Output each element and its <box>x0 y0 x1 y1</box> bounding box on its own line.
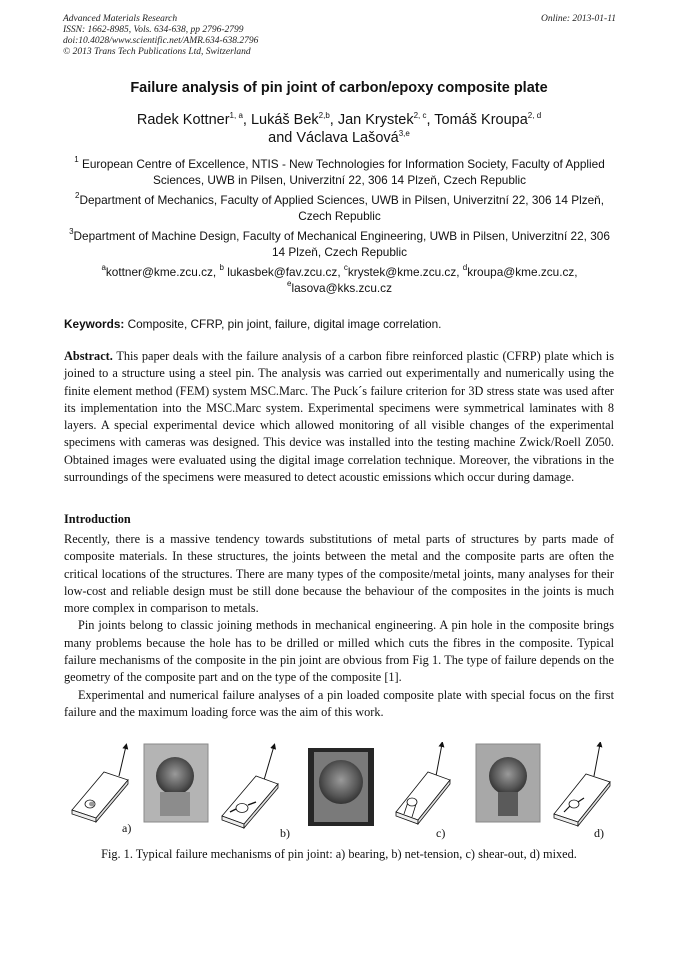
author-name: , Lukáš Bek <box>242 112 319 128</box>
failure-mechanisms-figure <box>64 742 614 842</box>
figure-label-a: a) <box>122 821 132 835</box>
intro-paragraph-3: Experimental and numerical failure analyses of a pin loaded composite plate with special focus on the first failure and the maximum loading force was the aim of this work. <box>64 687 614 719</box>
email-sup: c <box>343 263 348 272</box>
plate-drawing-c <box>396 744 450 824</box>
figure-caption: Fig. 1. Typical failure mechanisms of pin joint: a) bearing, b) net-tension, c) shear-out, d) mixed. <box>101 847 577 861</box>
email-link[interactable]: krystek@kme.zcu.cz, <box>347 265 463 279</box>
author-list <box>40 111 638 147</box>
email-sup: d <box>462 263 468 272</box>
journal-header <box>63 14 616 58</box>
author-name: , Jan Krystek <box>329 112 414 128</box>
photo-b <box>308 748 374 826</box>
email-link[interactable]: lukasbek@fav.zcu.cz, <box>223 265 344 279</box>
keywords-text: Composite, CFRP, pin joint, failure, digital image correlation. <box>124 317 442 331</box>
affiliation-text: European Centre of Excellence, NTIS - New Technologies for Information Society, Faculty of Applied Sciences, UWB in Pilsen, Univerzitní 22, 306 14 Plzeň, Czech Republic <box>78 157 605 187</box>
intro-paragraph-2: Pin joints belong to classic joining methods in mechanical engineering. A pin hole in the composite brings many problems because the hole has to be drilled or milled which cuts the fibres in the composite. Typical failure mechanisms of the composite in the pin joint are obvious from Fig 1. The type of failure depends on the geometry of the composite part and on the type of the composite [1]. <box>64 618 614 685</box>
email-sup: a <box>101 263 106 272</box>
photo-a <box>144 744 208 822</box>
author-name: Radek Kottner <box>136 112 230 128</box>
photo-c <box>476 744 540 822</box>
author-sup: 1, a <box>229 111 243 120</box>
section-heading: Introduction <box>64 512 131 526</box>
email-sup: b <box>219 263 224 272</box>
affiliation-1 <box>62 156 617 188</box>
intro-paragraph-1: Recently, there is a massive tendency towards substitutions of metal parts of structures by parts made of composite materials. In these structures, the joints between the metal and the composite parts are often the critical locations of the structures. There are many types of the composite/metal joints, many analyses for their low-cost and reliable design must be still done because the behaviour of the composites in the joints is much more complex in comparison to metals. <box>64 532 614 616</box>
author-sup: 3,e <box>398 129 410 138</box>
figure-1 <box>64 742 614 842</box>
email-link[interactable]: kroupa@kme.zcu.cz, <box>467 265 578 279</box>
issn-line: ISSN: 1662-8985, Vols. 634-638, pp 2796-2799 <box>63 25 244 35</box>
affiliation-2 <box>62 192 617 224</box>
email-list <box>62 264 617 296</box>
plate-drawing-a <box>72 746 128 822</box>
affiliation-sup: 1 <box>74 155 79 164</box>
abstract-text: This paper deals with the failure analysis of a carbon fibre reinforced plastic (CFRP) plate which is joined to a structure using a steel pin. The analysis was carried out experimentally and numerically using the finite element method (FEM) system MSC.Marc. The Puck´s failure criterion for 3D stress state was used after its implementation into the MSC.Marc system. Experimental specimens were symmetrical laminates with 8 layers. A special experimental device which allowed monitoring of all visible changes of the experimental specimens with cameras was designed. This device was installed into the testing machine Zwick/Roell Z050. Obtained images were evaluated using the digital image correlation technique. Moreover, the vibrations in the surroundings of the specimens were measured to detect acoustic emissions which occur during damage. <box>64 349 614 485</box>
email-link[interactable]: kottner@kme.zcu.cz, <box>105 265 220 279</box>
figure-label-d: d) <box>594 826 604 840</box>
online-date: Online: 2013-01-11 <box>540 14 616 24</box>
affiliation-sup: 2 <box>74 191 80 200</box>
abstract-label: Abstract. <box>64 349 113 363</box>
journal-name: Advanced Materials Research <box>63 14 178 24</box>
author-sup: 2, c <box>413 111 427 120</box>
email-sup: e <box>287 279 292 288</box>
email-link[interactable]: lasova@kks.zcu.cz <box>291 281 392 295</box>
author-name: and Václava Lašová <box>268 130 399 146</box>
author-name: , Tomáš Kroupa <box>426 112 528 128</box>
doi-line: doi:10.4028/www.scientific.net/AMR.634-638.2796 <box>63 36 259 46</box>
plate-drawing-d <box>554 744 610 826</box>
keywords <box>64 317 441 331</box>
author-sup: 2, d <box>527 111 542 120</box>
figure-label-c: c) <box>436 826 446 840</box>
keywords-label: Keywords: <box>64 317 125 331</box>
affiliation-3 <box>62 228 617 260</box>
plate-drawing-b <box>222 746 278 828</box>
affiliation-text: Department of Machine Design, Faculty of Mechanical Engineering, UWB in Pilsen, Univerzitní 22, 306 14 Plzeň, Czech Republic <box>73 229 610 259</box>
intro-body <box>64 531 614 721</box>
figure-label-b: b) <box>280 826 290 840</box>
abstract <box>64 348 614 486</box>
copyright-line: © 2013 Trans Tech Publications Ltd, Switzerland <box>63 47 251 57</box>
affiliation-sup: 3 <box>69 227 74 236</box>
paper-title: Failure analysis of pin joint of carbon/epoxy composite plate <box>130 80 548 96</box>
author-sup: 2,b <box>318 111 330 120</box>
affiliation-text: Department of Mechanics, Faculty of Applied Sciences, UWB in Pilsen, Univerzitní 22, 306 14 Plzeň, Czech Republic <box>79 193 604 223</box>
